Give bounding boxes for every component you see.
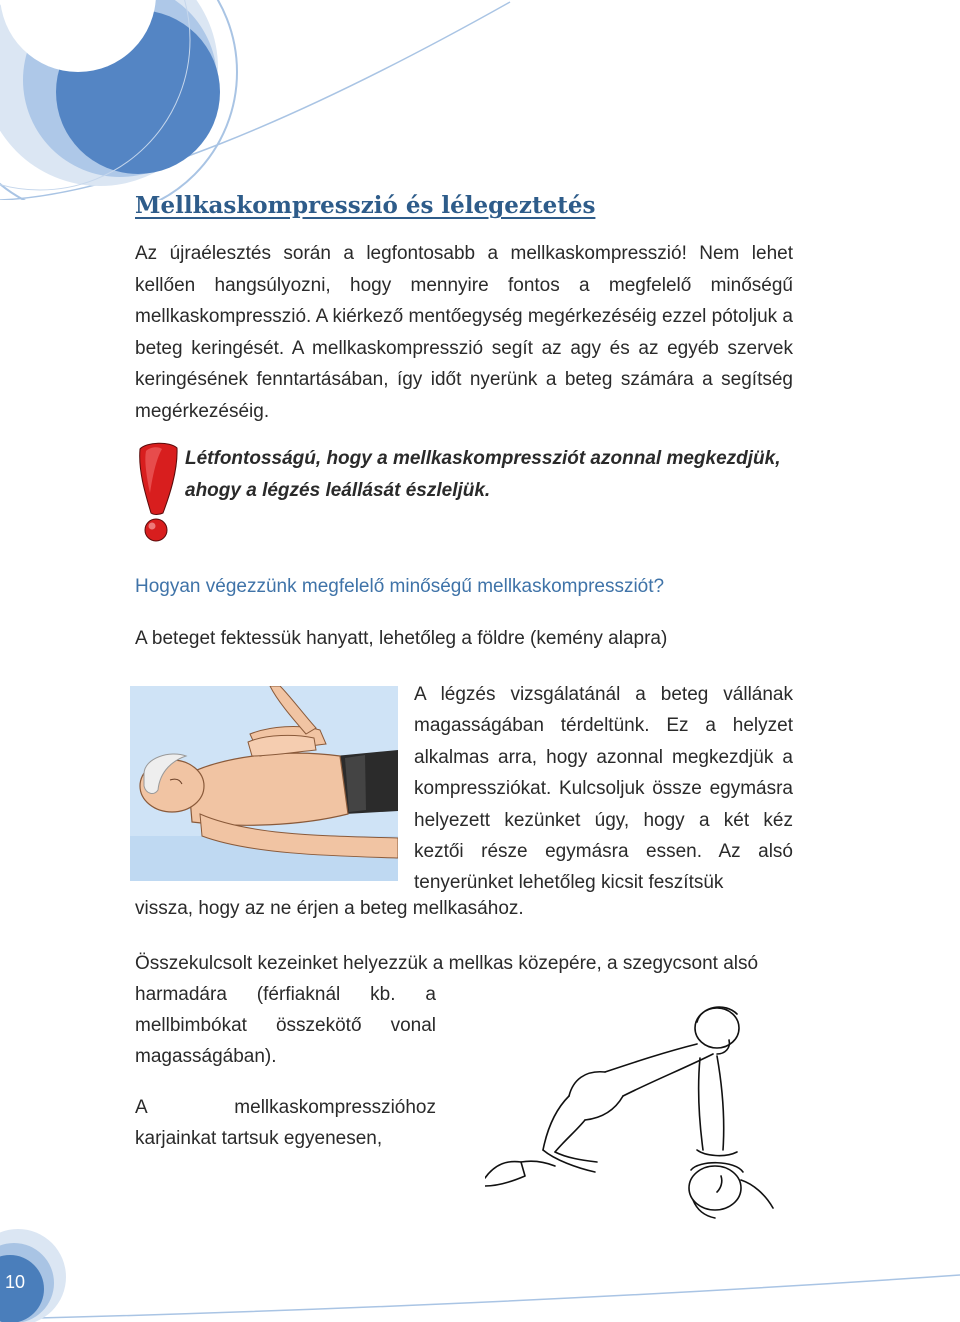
intro-paragraph: Az újraélesztés során a legfontosabb a mellkaskompresszió! Nem lehet kellően hangsúlyozni, hogy mennyire fontos a megfelelő minőségű mellkaskompresszió. A kiérkező mentőegység megérkezéséig ezzel pótoljuk a beteg keringését. A mellkaskompresszió segít az agy és az egyéb szervek keringésének fenntartásában, így időt nyerünk a beteg számára a segítség megérkezéséig. (135, 243, 793, 422)
warning-text: Létfontosságú, hogy a mellkaskompressziót azonnal megkezdjük, ahogy a légzés leállását észleljük. (185, 448, 781, 501)
hands-paragraph: Összekulcsolt kezeinket helyezzük a mellkas közepére, a szegycsont alsó (135, 953, 759, 974)
cpr-hand-position-illustration (130, 686, 398, 881)
exclamation-mark-icon (134, 441, 180, 543)
page-number: 10 (4, 1272, 26, 1292)
corner-decoration-top (0, 0, 520, 200)
kneel-paragraph-continued: vissza, hogy az ne érjen a beteg mellkasához. (135, 898, 524, 919)
section-title: Mellkaskompresszió és lélegeztetés (135, 192, 596, 219)
cpr-compression-illustration (485, 1000, 775, 1220)
kneel-paragraph: A légzés vizsgálatánál a beteg vállának magasságában térdeltünk. Ez a helyzet alkalmas arra, hogy azonnal megkezdjük a kompressziókat. Kulcsoljuk össze egymásra helyezett kezünket úgy, hogy a két kéz keztői része egymásra essen. Az alsó tenyerünket lehetőleg kicsit feszítsük (414, 684, 793, 894)
subheading: Hogyan végezzünk megfelelő minőségű mellkaskompressziót? (135, 576, 665, 597)
position-line: A beteget fektessük hanyatt, lehetőleg a földre (kemény alapra) (135, 628, 668, 649)
hands-paragraph-continued: harmadára (férfiaknál kb. a mellbimbókat összekötő vonal magasságában). (135, 984, 436, 1067)
corner-decoration-bottom (0, 1215, 960, 1322)
arms-paragraph: A mellkaskompresszióhoz karjainkat tartsuk egyenesen, (135, 1097, 436, 1149)
